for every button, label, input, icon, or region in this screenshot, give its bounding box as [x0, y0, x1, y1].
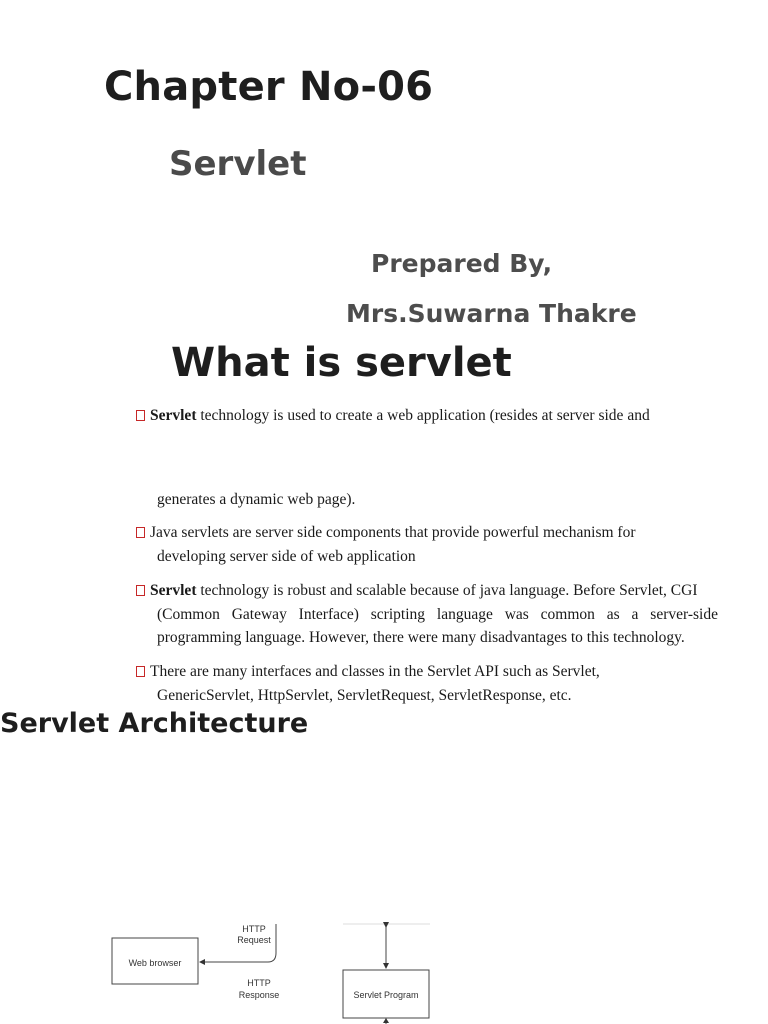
- bullet-continuation: generates a dynamic web page).: [157, 491, 356, 508]
- what-is-servlet-heading: What is servlet: [171, 340, 512, 386]
- servlet-architecture-heading: Servlet Architecture: [0, 708, 309, 739]
- bullet-item-servlet-api: [136, 660, 718, 707]
- subject-title: Servlet: [169, 144, 307, 184]
- bullet-text: Java servlets are server side components that provide powerful mechanism for: [150, 524, 636, 541]
- http-response-label-2: Response: [238, 990, 280, 1000]
- bullet-continuation: GenericServlet, HttpServlet, ServletRequest, ServletResponse, etc.: [157, 686, 572, 704]
- bullet-marker-icon: [136, 527, 145, 538]
- bullet-marker-icon: [136, 666, 145, 677]
- bullet-text: There are many interfaces and classes in the Servlet API such as Servlet,: [150, 663, 600, 680]
- servlet-architecture-diagram: [100, 915, 440, 1024]
- http-request-label-1: HTTP: [242, 924, 266, 934]
- bullet-marker-icon: [136, 585, 145, 596]
- bullet-item-java-servlets: [136, 521, 718, 568]
- web-browser-label: Web browser: [128, 958, 182, 968]
- bottom-arrowhead: [383, 1018, 389, 1023]
- bullet-text: technology is robust and scalable because of java language. Before Servlet, CGI: [196, 582, 698, 599]
- servlet-program-label: Servlet Program: [353, 990, 419, 1000]
- author-name: Mrs.Suwarna Thakre: [346, 299, 637, 328]
- bullet-text: technology is used to create a web application (resides at server side and: [196, 407, 650, 424]
- bullet-marker-icon: [136, 410, 145, 421]
- bullet-item-servlet-technology: [136, 404, 718, 428]
- chapter-title: Chapter No-06: [104, 64, 434, 110]
- bullet-continuation: (Common Gateway Interface) scripting language was common as a server-side programming language. However, there were many disadvantages to this technology.: [157, 605, 718, 646]
- http-request-label-2: Request: [237, 935, 271, 945]
- prepared-by-label: Prepared By,: [371, 249, 553, 278]
- http-response-label-1: HTTP: [247, 978, 271, 988]
- bullet-bold-term: Servlet: [150, 582, 197, 599]
- bullet-item-robust-scalable: [136, 579, 718, 650]
- bullet-continuation: developing server side of web application: [157, 547, 416, 565]
- bullet-bold-term: Servlet: [150, 407, 197, 424]
